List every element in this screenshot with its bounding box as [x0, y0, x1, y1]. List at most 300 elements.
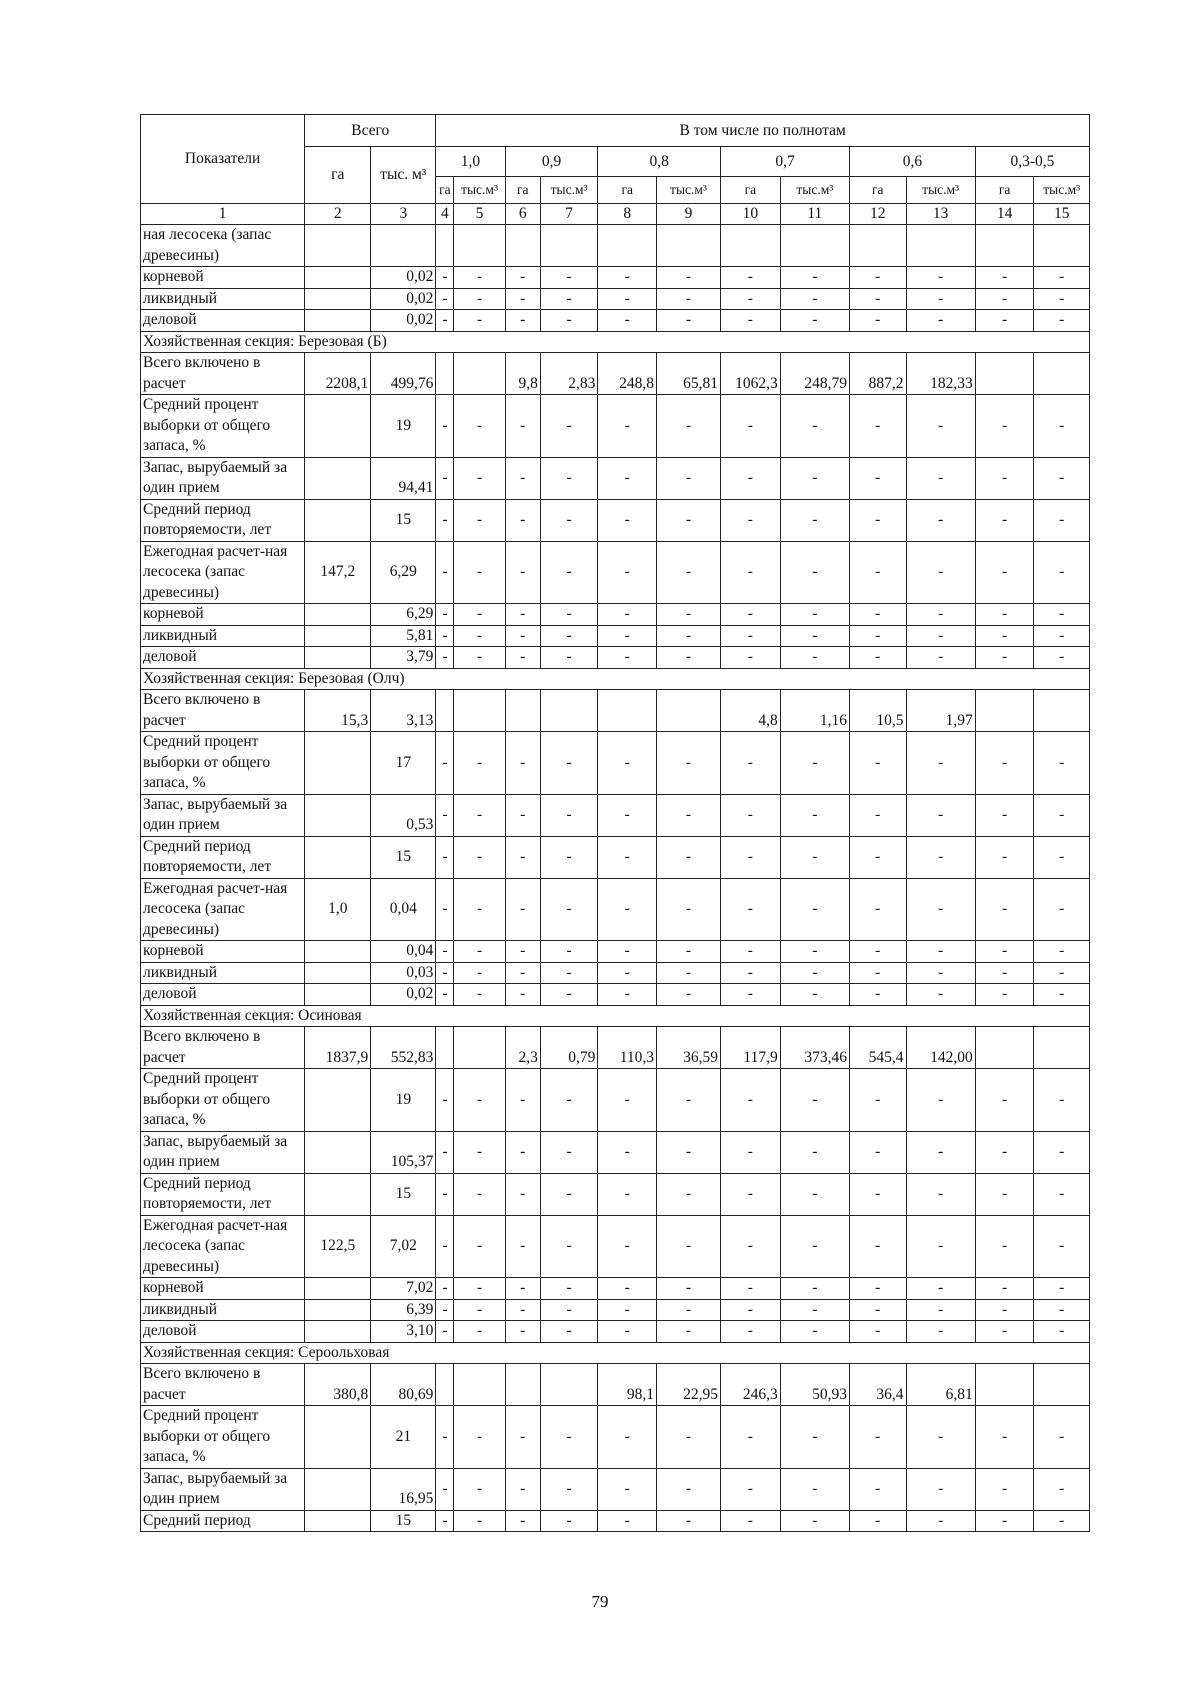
dash-cell: -	[436, 1215, 454, 1278]
dash-cell: -	[505, 541, 540, 604]
density-value-cell: 887,2	[850, 353, 907, 395]
dash-cell: -	[540, 732, 598, 795]
section-title: Хозяйственная секция: Сероольховая	[141, 1342, 1090, 1364]
dash-cell: -	[436, 604, 454, 626]
dash-cell: -	[850, 1069, 907, 1132]
total-ha-cell	[305, 1510, 371, 1532]
dash-cell: -	[780, 310, 849, 332]
density-value-cell: 142,00	[906, 1027, 975, 1069]
dash-cell: -	[598, 647, 657, 669]
dash-cell: -	[721, 310, 781, 332]
forest-density-table	[140, 114, 1090, 1532]
dash-cell: -	[505, 288, 540, 310]
dash-cell: -	[505, 1321, 540, 1343]
dash-cell: -	[780, 941, 849, 963]
dash-cell: -	[454, 1510, 505, 1532]
column-number: 3	[371, 204, 436, 225]
dash-cell: -	[906, 1510, 975, 1532]
dash-cell: -	[975, 604, 1034, 626]
density-value-cell	[975, 690, 1034, 732]
dash-cell: -	[975, 1406, 1034, 1469]
dash-cell: -	[906, 267, 975, 289]
dash-cell: -	[975, 1069, 1034, 1132]
dash-cell: -	[598, 984, 657, 1006]
dash-cell: -	[721, 1510, 781, 1532]
dash-cell: -	[598, 962, 657, 984]
density-value-cell	[540, 1364, 598, 1406]
total-volume-cell: 7,02	[371, 1278, 436, 1300]
dash-cell: -	[454, 878, 505, 941]
dash-cell: -	[721, 1173, 781, 1215]
total-volume-cell: 19	[371, 1069, 436, 1132]
row-label: Средний период повторяемости, лет	[141, 1173, 305, 1215]
dash-cell: -	[657, 794, 721, 836]
header-density: 0,7	[721, 147, 850, 177]
dash-cell: -	[975, 941, 1034, 963]
dash-cell: -	[1034, 1278, 1090, 1300]
dash-cell: -	[1034, 310, 1090, 332]
header-unit-ha: га	[975, 177, 1034, 204]
dash-cell: -	[1034, 794, 1090, 836]
dash-cell: -	[780, 288, 849, 310]
dash-cell: -	[540, 267, 598, 289]
total-ha-cell	[305, 499, 371, 541]
table-row	[141, 836, 1090, 878]
dash-cell: -	[540, 1299, 598, 1321]
table-row	[141, 1173, 1090, 1215]
table-row	[141, 1299, 1090, 1321]
density-value-cell	[505, 225, 540, 267]
dash-cell: -	[906, 499, 975, 541]
dash-cell: -	[721, 1468, 781, 1510]
density-value-cell: 110,3	[598, 1027, 657, 1069]
table-row	[141, 1468, 1090, 1510]
dash-cell: -	[505, 310, 540, 332]
total-volume-cell: 80,69	[371, 1364, 436, 1406]
density-value-cell	[540, 225, 598, 267]
table-row	[141, 878, 1090, 941]
dash-cell: -	[598, 836, 657, 878]
dash-cell: -	[975, 1321, 1034, 1343]
dash-cell: -	[850, 499, 907, 541]
dash-cell: -	[906, 962, 975, 984]
total-ha-cell	[305, 1131, 371, 1173]
dash-cell: -	[598, 1215, 657, 1278]
dash-cell: -	[657, 1468, 721, 1510]
table-row	[141, 1510, 1090, 1532]
section-title: Хозяйственная секция: Березовая (Б)	[141, 331, 1090, 353]
dash-cell: -	[906, 457, 975, 499]
dash-cell: -	[598, 604, 657, 626]
row-label: Запас, вырубаемый за один прием	[141, 1131, 305, 1173]
dash-cell: -	[850, 962, 907, 984]
dash-cell: -	[780, 1069, 849, 1132]
dash-cell: -	[780, 732, 849, 795]
dash-cell: -	[436, 1406, 454, 1469]
row-label: ликвидный	[141, 625, 305, 647]
dash-cell: -	[540, 1215, 598, 1278]
dash-cell: -	[906, 625, 975, 647]
dash-cell: -	[505, 1215, 540, 1278]
total-volume-cell: 0,02	[371, 310, 436, 332]
dash-cell: -	[1034, 962, 1090, 984]
dash-cell: -	[657, 499, 721, 541]
section-title: Хозяйственная секция: Березовая (Олч)	[141, 668, 1090, 690]
dash-cell: -	[975, 984, 1034, 1006]
dash-cell: -	[721, 794, 781, 836]
column-number: 11	[780, 204, 849, 225]
column-number: 12	[850, 204, 907, 225]
total-ha-cell	[305, 836, 371, 878]
dash-cell: -	[505, 732, 540, 795]
total-volume-cell: 94,41	[371, 457, 436, 499]
header-total: Всего	[305, 115, 436, 147]
total-ha-cell	[305, 1069, 371, 1132]
table-row	[141, 647, 1090, 669]
dash-cell: -	[454, 288, 505, 310]
dash-cell: -	[505, 962, 540, 984]
dash-cell: -	[850, 836, 907, 878]
dash-cell: -	[436, 1321, 454, 1343]
table-row	[141, 288, 1090, 310]
dash-cell: -	[721, 732, 781, 795]
dash-cell: -	[975, 647, 1034, 669]
row-label: корневой	[141, 1278, 305, 1300]
dash-cell: -	[454, 1215, 505, 1278]
dash-cell: -	[780, 647, 849, 669]
dash-cell: -	[1034, 1510, 1090, 1532]
total-ha-cell	[305, 794, 371, 836]
table-row	[141, 1131, 1090, 1173]
density-value-cell: 1,16	[780, 690, 849, 732]
total-ha-cell	[305, 395, 371, 458]
dash-cell: -	[975, 1468, 1034, 1510]
row-label: деловой	[141, 647, 305, 669]
table-row	[141, 690, 1090, 732]
dash-cell: -	[850, 794, 907, 836]
dash-cell: -	[540, 1510, 598, 1532]
dash-cell: -	[598, 395, 657, 458]
total-ha-cell	[305, 1173, 371, 1215]
table-header	[141, 115, 1090, 225]
dash-cell: -	[454, 267, 505, 289]
table-row	[141, 941, 1090, 963]
dash-cell: -	[540, 941, 598, 963]
dash-cell: -	[975, 499, 1034, 541]
dash-cell: -	[721, 647, 781, 669]
dash-cell: -	[975, 1131, 1034, 1173]
row-label: ликвидный	[141, 962, 305, 984]
density-value-cell	[850, 225, 907, 267]
header-unit-volume: тыс.м³	[540, 177, 598, 204]
dash-cell: -	[454, 984, 505, 1006]
table-row	[141, 732, 1090, 795]
dash-cell: -	[850, 457, 907, 499]
total-ha-cell: 1837,9	[305, 1027, 371, 1069]
dash-cell: -	[505, 395, 540, 458]
dash-cell: -	[906, 1406, 975, 1469]
row-label: корневой	[141, 941, 305, 963]
section-row	[141, 1342, 1090, 1364]
density-value-cell	[975, 1027, 1034, 1069]
dash-cell: -	[598, 1131, 657, 1173]
dash-cell: -	[454, 1406, 505, 1469]
dash-cell: -	[975, 962, 1034, 984]
dash-cell: -	[1034, 625, 1090, 647]
table-row	[141, 225, 1090, 267]
density-value-cell	[505, 1364, 540, 1406]
table-row	[141, 457, 1090, 499]
dash-cell: -	[721, 541, 781, 604]
density-value-cell	[454, 225, 505, 267]
dash-cell: -	[657, 1278, 721, 1300]
table-row	[141, 794, 1090, 836]
column-number: 13	[906, 204, 975, 225]
column-number: 15	[1034, 204, 1090, 225]
dash-cell: -	[850, 1299, 907, 1321]
density-value-cell: 6,81	[906, 1364, 975, 1406]
dash-cell: -	[1034, 267, 1090, 289]
density-value-cell	[436, 690, 454, 732]
dash-cell: -	[850, 288, 907, 310]
dash-cell: -	[906, 310, 975, 332]
dash-cell: -	[975, 457, 1034, 499]
dash-cell: -	[721, 1131, 781, 1173]
dash-cell: -	[850, 1215, 907, 1278]
dash-cell: -	[780, 1321, 849, 1343]
dash-cell: -	[436, 541, 454, 604]
dash-cell: -	[975, 1510, 1034, 1532]
row-label: Всего включено в расчет	[141, 353, 305, 395]
dash-cell: -	[540, 457, 598, 499]
dash-cell: -	[598, 794, 657, 836]
dash-cell: -	[780, 1468, 849, 1510]
dash-cell: -	[598, 1321, 657, 1343]
dash-cell: -	[657, 457, 721, 499]
dash-cell: -	[540, 288, 598, 310]
dash-cell: -	[657, 647, 721, 669]
dash-cell: -	[540, 604, 598, 626]
dash-cell: -	[780, 1406, 849, 1469]
dash-cell: -	[540, 395, 598, 458]
header-unit-volume: тыс.м³	[454, 177, 505, 204]
dash-cell: -	[436, 1468, 454, 1510]
dash-cell: -	[780, 794, 849, 836]
header-total-ha: га	[305, 147, 371, 204]
dash-cell: -	[721, 457, 781, 499]
dash-cell: -	[657, 288, 721, 310]
total-ha-cell: 2208,1	[305, 353, 371, 395]
density-value-cell	[454, 353, 505, 395]
dash-cell: -	[454, 1299, 505, 1321]
dash-cell: -	[780, 836, 849, 878]
dash-cell: -	[454, 457, 505, 499]
dash-cell: -	[780, 604, 849, 626]
density-value-cell: 1,97	[906, 690, 975, 732]
dash-cell: -	[850, 310, 907, 332]
row-label: Всего включено в расчет	[141, 1364, 305, 1406]
dash-cell: -	[1034, 878, 1090, 941]
density-value-cell: 1062,3	[721, 353, 781, 395]
dash-cell: -	[906, 1321, 975, 1343]
row-label: Запас, вырубаемый за один прием	[141, 457, 305, 499]
row-label: Ежегодная расчет-ная лесосека (запас древесины)	[141, 541, 305, 604]
dash-cell: -	[975, 836, 1034, 878]
column-number: 14	[975, 204, 1034, 225]
dash-cell: -	[436, 625, 454, 647]
dash-cell: -	[975, 1173, 1034, 1215]
dash-cell: -	[1034, 1468, 1090, 1510]
dash-cell: -	[436, 1173, 454, 1215]
total-volume-cell: 6,39	[371, 1299, 436, 1321]
total-volume-cell: 15	[371, 836, 436, 878]
header-density: 0,6	[850, 147, 976, 177]
header-unit-volume: тыс.м³	[906, 177, 975, 204]
total-volume-cell: 19	[371, 395, 436, 458]
density-value-cell: 0,79	[540, 1027, 598, 1069]
dash-cell: -	[454, 310, 505, 332]
dash-cell: -	[780, 499, 849, 541]
header-density: 0,9	[505, 147, 598, 177]
row-label: Запас, вырубаемый за один прием	[141, 1468, 305, 1510]
row-label: Всего включено в расчет	[141, 690, 305, 732]
dash-cell: -	[657, 395, 721, 458]
total-volume-cell: 3,79	[371, 647, 436, 669]
column-number: 6	[505, 204, 540, 225]
dash-cell: -	[906, 1069, 975, 1132]
dash-cell: -	[436, 310, 454, 332]
table-row	[141, 1215, 1090, 1278]
dash-cell: -	[906, 1131, 975, 1173]
dash-cell: -	[780, 1131, 849, 1173]
total-volume-cell: 6,29	[371, 604, 436, 626]
density-value-cell	[436, 1364, 454, 1406]
table-row	[141, 604, 1090, 626]
section-title: Хозяйственная секция: Осиновая	[141, 1005, 1090, 1027]
density-value-cell	[1034, 225, 1090, 267]
total-ha-cell	[305, 267, 371, 289]
dash-cell: -	[540, 541, 598, 604]
dash-cell: -	[1034, 499, 1090, 541]
dash-cell: -	[975, 541, 1034, 604]
density-value-cell	[598, 225, 657, 267]
header-unit-volume: тыс.м³	[657, 177, 721, 204]
table-row	[141, 1321, 1090, 1343]
dash-cell: -	[850, 1406, 907, 1469]
dash-cell: -	[906, 1468, 975, 1510]
dash-cell: -	[657, 267, 721, 289]
row-label: Средний процент выборки от общего запаса, %	[141, 1406, 305, 1469]
dash-cell: -	[906, 1299, 975, 1321]
dash-cell: -	[454, 604, 505, 626]
dash-cell: -	[1034, 288, 1090, 310]
table-row	[141, 353, 1090, 395]
dash-cell: -	[657, 941, 721, 963]
dash-cell: -	[780, 1215, 849, 1278]
header-unit-ha: га	[436, 177, 454, 204]
dash-cell: -	[436, 732, 454, 795]
page-number: 79	[591, 1592, 609, 1611]
density-value-cell: 117,9	[721, 1027, 781, 1069]
section-row	[141, 668, 1090, 690]
total-volume-cell: 16,95	[371, 1468, 436, 1510]
dash-cell: -	[436, 1069, 454, 1132]
total-ha-cell	[305, 1278, 371, 1300]
dash-cell: -	[454, 647, 505, 669]
dash-cell: -	[1034, 836, 1090, 878]
row-label: ликвидный	[141, 288, 305, 310]
dash-cell: -	[657, 310, 721, 332]
dash-cell: -	[906, 878, 975, 941]
dash-cell: -	[975, 288, 1034, 310]
dash-cell: -	[657, 878, 721, 941]
total-ha-cell	[305, 604, 371, 626]
dash-cell: -	[657, 1215, 721, 1278]
dash-cell: -	[505, 647, 540, 669]
dash-cell: -	[505, 1299, 540, 1321]
dash-cell: -	[975, 1278, 1034, 1300]
dash-cell: -	[540, 647, 598, 669]
table-row	[141, 962, 1090, 984]
dash-cell: -	[598, 941, 657, 963]
density-value-cell	[436, 1027, 454, 1069]
header-indicators: Показатели	[141, 115, 305, 204]
total-ha-cell	[305, 941, 371, 963]
density-value-cell: 10,5	[850, 690, 907, 732]
dash-cell: -	[780, 395, 849, 458]
total-volume-cell: 0,53	[371, 794, 436, 836]
dash-cell: -	[906, 941, 975, 963]
total-ha-cell	[305, 457, 371, 499]
row-label: деловой	[141, 310, 305, 332]
column-number: 4	[436, 204, 454, 225]
dash-cell: -	[1034, 1215, 1090, 1278]
table-row	[141, 625, 1090, 647]
header-density: 0,8	[598, 147, 721, 177]
dash-cell: -	[505, 878, 540, 941]
density-value-cell	[657, 690, 721, 732]
dash-cell: -	[850, 1278, 907, 1300]
dash-cell: -	[505, 1069, 540, 1132]
dash-cell: -	[657, 541, 721, 604]
dash-cell: -	[436, 1299, 454, 1321]
dash-cell: -	[598, 1278, 657, 1300]
row-label: корневой	[141, 604, 305, 626]
row-label: Всего включено в расчет	[141, 1027, 305, 1069]
dash-cell: -	[721, 267, 781, 289]
dash-cell: -	[454, 625, 505, 647]
dash-cell: -	[975, 625, 1034, 647]
dash-cell: -	[906, 1278, 975, 1300]
density-value-cell: 248,79	[780, 353, 849, 395]
total-ha-cell	[305, 625, 371, 647]
dash-cell: -	[1034, 1173, 1090, 1215]
dash-cell: -	[505, 267, 540, 289]
dash-cell: -	[540, 878, 598, 941]
density-value-cell: 248,8	[598, 353, 657, 395]
dash-cell: -	[906, 794, 975, 836]
dash-cell: -	[657, 1406, 721, 1469]
dash-cell: -	[540, 1278, 598, 1300]
header-unit-ha: га	[721, 177, 781, 204]
dash-cell: -	[598, 1069, 657, 1132]
dash-cell: -	[598, 878, 657, 941]
dash-cell: -	[657, 1131, 721, 1173]
density-value-cell	[436, 353, 454, 395]
density-value-cell	[454, 690, 505, 732]
total-ha-cell	[305, 1468, 371, 1510]
dash-cell: -	[505, 457, 540, 499]
